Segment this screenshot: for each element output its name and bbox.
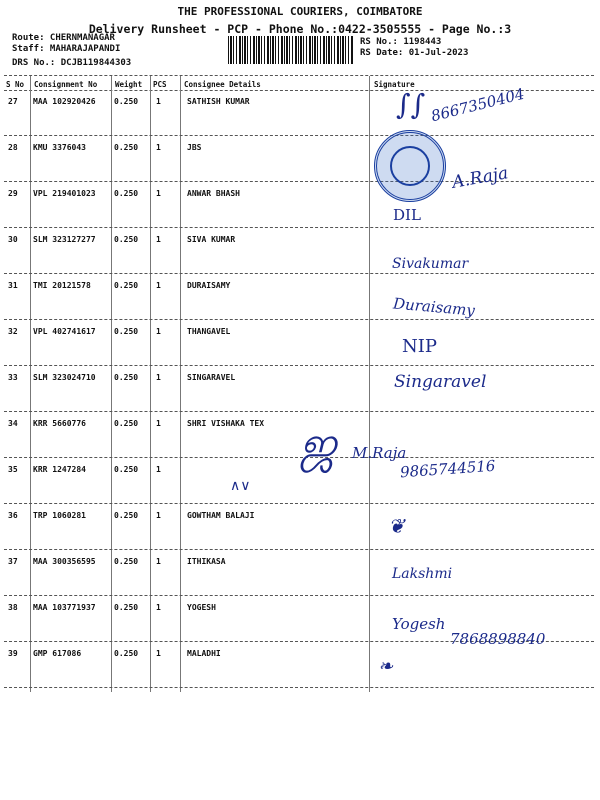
row-rule [4,319,594,320]
row-pcs: 1 [156,189,161,198]
table-row [0,373,600,419]
signature-scribble: ∧∨ [230,478,251,494]
signature-row-27: 8667350404 [429,84,527,126]
row-sno: 28 [8,143,18,152]
row-sno: 34 [8,419,18,428]
table-top-rule [4,75,594,76]
row-pcs: 1 [156,465,161,474]
row-consignment: KRR 1247284 [33,465,86,474]
row-rule [4,411,594,412]
row-sno: 31 [8,281,18,290]
row-pcs: 1 [156,603,161,612]
row-consignment: MAA 103771937 [33,603,96,612]
row-weight: 0.250 [114,419,139,428]
row-consignee: SHRI VISHAKA TEX [187,419,265,428]
row-consignee: ITHIKASA [187,557,226,566]
row-pcs: 1 [156,235,161,244]
row-pcs: 1 [156,327,161,336]
row-consignment: GMP 617086 [33,649,82,658]
table-row [0,557,600,603]
signature-scribble: ❦ [388,514,405,538]
row-consignee: SATHISH KUMAR [187,97,250,106]
receipt-stamp [374,130,446,202]
row-sno: 33 [8,373,18,382]
table-row [0,281,600,327]
row-consignment: MAA 300356595 [33,557,96,566]
row-rule [4,595,594,596]
row-consignment: TMI 20121578 [33,281,91,290]
row-rule [4,549,594,550]
row-pcs: 1 [156,649,161,658]
signature-row-33: Singaravel [394,372,487,392]
row-consignee: MALADHI [187,649,221,658]
row-sno: 30 [8,235,18,244]
signature-scribble: ∫∫ [396,88,426,121]
row-sno: 32 [8,327,18,336]
row-rule [4,227,594,228]
row-weight: 0.250 [114,189,139,198]
row-sno: 38 [8,603,18,612]
route-label: Route: CHERNMANAGAR [12,33,115,43]
row-consignee: DURAISAMY [187,281,231,290]
row-consignment: TRP 1060281 [33,511,86,520]
signature-row-34: M.Raja [352,444,407,462]
row-weight: 0.250 [114,97,139,106]
table-row [0,235,600,281]
row-pcs: 1 [156,281,161,290]
row-pcs: 1 [156,557,161,566]
signature-row-32: NIP [402,336,437,357]
row-consignee: YOGESH [187,603,216,612]
rs-number: RS No.: 1198443 [360,37,442,47]
row-sno: 29 [8,189,18,198]
row-weight: 0.250 [114,649,139,658]
row-weight: 0.250 [114,143,139,152]
row-consignment: SLM 323024710 [33,373,96,382]
signature-row-38-phone: 7868898840 [450,630,546,648]
signature-row-31: Duraisamy [392,294,476,320]
row-weight: 0.250 [114,603,139,612]
row-pcs: 1 [156,419,161,428]
col-header-pcs: PCS [153,80,167,89]
table-row [0,327,600,373]
row-weight: 0.250 [114,235,139,244]
col-header-weight: Weight [115,80,143,89]
table-row [0,649,600,695]
signature-row-29: DIL [393,206,421,224]
signature-row-30: Sivakumar [392,256,469,272]
row-consignee: GOWTHAM BALAJI [187,511,255,520]
table-row [0,143,600,189]
col-header-signature: Signature [374,80,415,89]
row-consignment: VPL 402741617 [33,327,96,336]
row-consignment: VPL 219401023 [33,189,96,198]
row-consignment: SLM 323127277 [33,235,96,244]
row-pcs: 1 [156,143,161,152]
col-header-sno: S No [6,80,25,89]
signature-row-35: 9865744516 [399,456,496,482]
staff-label: Staff: MAHARAJAPANDI [12,44,121,54]
col-header-consignee: Consignee Details [184,80,261,89]
company-title: THE PROFESSIONAL COURIERS, COIMBATORE [177,5,423,18]
signature-row-28: A.Raja [450,163,510,193]
row-rule [4,365,594,366]
row-consignee: THANGAVEL [187,327,231,336]
runsheet-title: Delivery Runsheet - PCP - Phone No.:0422-3505555 - Page No.:3 [88,22,512,36]
row-rule [4,457,594,458]
col-header-consignment: Consignment No [34,80,98,89]
row-weight: 0.250 [114,373,139,382]
row-weight: 0.250 [114,327,139,336]
row-pcs: 1 [156,511,161,520]
row-sno: 36 [8,511,18,520]
row-sno: 27 [8,97,18,106]
table-row [0,511,600,557]
row-rule [4,503,594,504]
row-consignment: KMU 3376043 [33,143,86,152]
signature-row-38-name: Yogesh [392,615,446,633]
row-sno: 39 [8,649,18,658]
row-pcs: 1 [156,373,161,382]
table-row [0,189,600,235]
row-rule [4,135,594,136]
row-consignment: MAA 102920426 [33,97,96,106]
row-consignee: SIVA KUMAR [187,235,236,244]
row-sno: 37 [8,557,18,566]
rs-date: RS Date: 01-Jul-2023 [360,48,469,58]
row-sno: 35 [8,465,18,474]
row-weight: 0.250 [114,511,139,520]
signature-row-37: Lakshmi [392,566,453,582]
row-rule [4,273,594,274]
row-rule [4,687,594,688]
row-pcs: 1 [156,97,161,106]
signature-scribble: ❧ [378,656,394,677]
row-consignment: KRR 5660776 [33,419,86,428]
row-weight: 0.250 [114,465,139,474]
row-consignee: SINGARAVEL [187,373,236,382]
row-consignee: JBS [187,143,202,152]
barcode [228,36,354,64]
row-weight: 0.250 [114,281,139,290]
signature-scribble: ஜ [300,418,337,469]
row-weight: 0.250 [114,557,139,566]
drs-number: DRS No.: DCJB119844303 [12,58,132,68]
row-consignee: ANWAR BHASH [187,189,240,198]
